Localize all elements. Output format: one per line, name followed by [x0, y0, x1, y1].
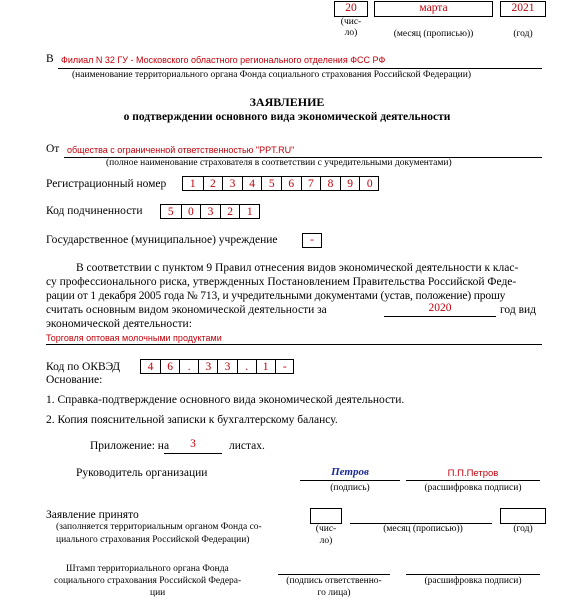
reg-number-field[interactable] [182, 176, 379, 191]
stamp-sign-underline[interactable] [278, 574, 390, 575]
paragraph-line-3: рации от 1 декабря 2005 года № 713, и учредительными документами (устав, положение) прошу [46, 290, 506, 302]
accepted-day-box[interactable] [310, 508, 342, 524]
from-value[interactable]: общества с ограниченной ответственностью "PPT.RU" [67, 145, 295, 155]
paragraph-line-1: В соответствии с пунктом 9 Правил отнесения видов экономической деятельности к клас- [76, 262, 519, 274]
head-label: Руководитель организации [76, 467, 208, 479]
from-caption: (полное наименование страхователя в соответствии с учредительными документами) [106, 158, 452, 168]
date-month: марта [419, 2, 448, 14]
activity-underline [46, 344, 542, 345]
head-name-underline [406, 480, 540, 481]
paragraph-line-4: считать основным видом экономической деятельности за [46, 304, 327, 316]
state-institution-value: - [310, 234, 314, 246]
subordination-field[interactable] [160, 204, 260, 219]
appendix-suffix: листах. [229, 440, 265, 452]
basis-label: Основание: [46, 374, 103, 386]
reg-number-digit-cell: 2 [203, 177, 223, 190]
activity-year[interactable]: 2020 [428, 302, 452, 314]
stamp-sign-caption-2: го лица) [317, 588, 351, 598]
head-name-caption: (расшифровка подписи) [424, 483, 522, 493]
form-subtitle: о подтверждении основного вида экономической деятельности [123, 111, 451, 123]
addressee-prefix: В [46, 53, 54, 65]
subordination-digit-cell: 5 [167, 206, 174, 218]
okved-label: Код по ОКВЭД [46, 361, 121, 373]
head-signature[interactable]: Петров [331, 466, 369, 478]
paragraph-line-5: экономической деятельности: [46, 318, 192, 330]
accepted-label: Заявление принято [46, 509, 139, 521]
reg-number-digit-cell: 8 [320, 177, 340, 190]
reg-number-digit-cell: 5 [261, 177, 281, 190]
date-day: 20 [345, 2, 357, 14]
date-month-caption: (месяц (прописью)) [393, 29, 474, 39]
subordination-digit-cell: 2 [220, 205, 240, 218]
stamp-name-underline[interactable] [406, 574, 540, 575]
stamp-line-1: Штамп территориального органа Фонда [66, 564, 229, 574]
okved-cell: . [237, 360, 256, 373]
basis-item-2: 2. Копия пояснительной записки к бухгалтерскому балансу. [46, 414, 338, 426]
form-title: ЗАЯВЛЕНИЕ [249, 95, 325, 109]
accepted-note-1: (заполняется территориальным органом Фонда со- [56, 522, 262, 532]
reg-number-label: Регистрационный номер [46, 178, 167, 190]
accepted-year-caption: (год) [513, 524, 533, 534]
date-month-box[interactable] [374, 1, 493, 17]
okved-cell: - [275, 360, 294, 373]
paragraph-line-2: су профессионального риска, утвержденных Постановлением Правительства Российской Феде- [46, 276, 517, 288]
date-day-box[interactable] [334, 1, 368, 17]
state-institution-label: Государственное (муниципальное) учреждение [46, 234, 278, 246]
reg-number-digit-cell: 6 [281, 177, 301, 190]
addressee-value[interactable]: Филиал N 32 ГУ - Московского областного регионального отделения ФСС РФ [61, 55, 386, 65]
head-name[interactable]: П.П.Петров [447, 468, 499, 479]
date-day-caption-2: ло) [344, 28, 358, 38]
reg-number-digit-cell: 9 [340, 177, 360, 190]
date-year-caption: (год) [513, 29, 533, 39]
reg-number-digit-cell: 3 [222, 177, 242, 190]
date-year: 2021 [511, 2, 535, 14]
subordination-digit-cell: 3 [200, 205, 220, 218]
addressee-caption: (наименование территориального органа Фонда социального страхования Российской Федерации) [72, 70, 471, 80]
date-year-box[interactable] [500, 1, 546, 17]
addressee-underline [58, 68, 542, 69]
accepted-day-caption: (чис- [315, 524, 337, 534]
appendix-count[interactable]: 3 [190, 438, 196, 450]
accepted-note-2: циального страхования Российской Федерации) [56, 535, 250, 545]
okved-cell: 4 [147, 361, 154, 373]
appendix-count-underline [164, 453, 222, 454]
subordination-digit-cell: 0 [181, 205, 201, 218]
okved-cell: 1 [256, 360, 275, 373]
okved-field[interactable] [140, 359, 294, 374]
subordination-label: Код подчиненности [46, 205, 143, 217]
basis-item-1: 1. Справка-подтверждение основного вида экономической деятельности. [46, 394, 405, 406]
okved-cell: 3 [217, 360, 236, 373]
head-sign-caption: (подпись) [330, 483, 370, 493]
stamp-name-caption: (расшифровка подписи) [424, 576, 522, 586]
paragraph-line-4b: год вид [500, 304, 537, 316]
accepted-day-caption-2: ло) [319, 536, 333, 546]
reg-number-digit-cell: 1 [189, 178, 196, 190]
okved-cell: 3 [198, 360, 217, 373]
reg-number-digit-cell: 0 [359, 177, 379, 190]
accepted-month-caption: (месяц (прописью)) [383, 524, 463, 534]
appendix-prefix: Приложение: на [90, 440, 170, 452]
subordination-digit-cell: 1 [239, 205, 259, 218]
stamp-line-2: социального страхования Российской Федера- [54, 576, 242, 586]
okved-cell: . [179, 360, 198, 373]
activity-year-underline [384, 316, 496, 317]
stamp-line-3: ции [150, 588, 166, 598]
reg-number-digit-cell: 4 [242, 177, 262, 190]
activity-value[interactable]: Торговля оптовая молочными продуктами [46, 333, 222, 343]
head-signature-underline [300, 480, 400, 481]
accepted-year-box[interactable] [500, 508, 546, 524]
date-day-caption: (чис- [340, 17, 362, 27]
okved-cell: 6 [160, 360, 179, 373]
state-institution-field[interactable] [302, 233, 322, 248]
stamp-sign-caption: (подпись ответственно- [286, 576, 382, 586]
from-prefix: От [46, 143, 60, 155]
reg-number-digit-cell: 7 [301, 177, 321, 190]
